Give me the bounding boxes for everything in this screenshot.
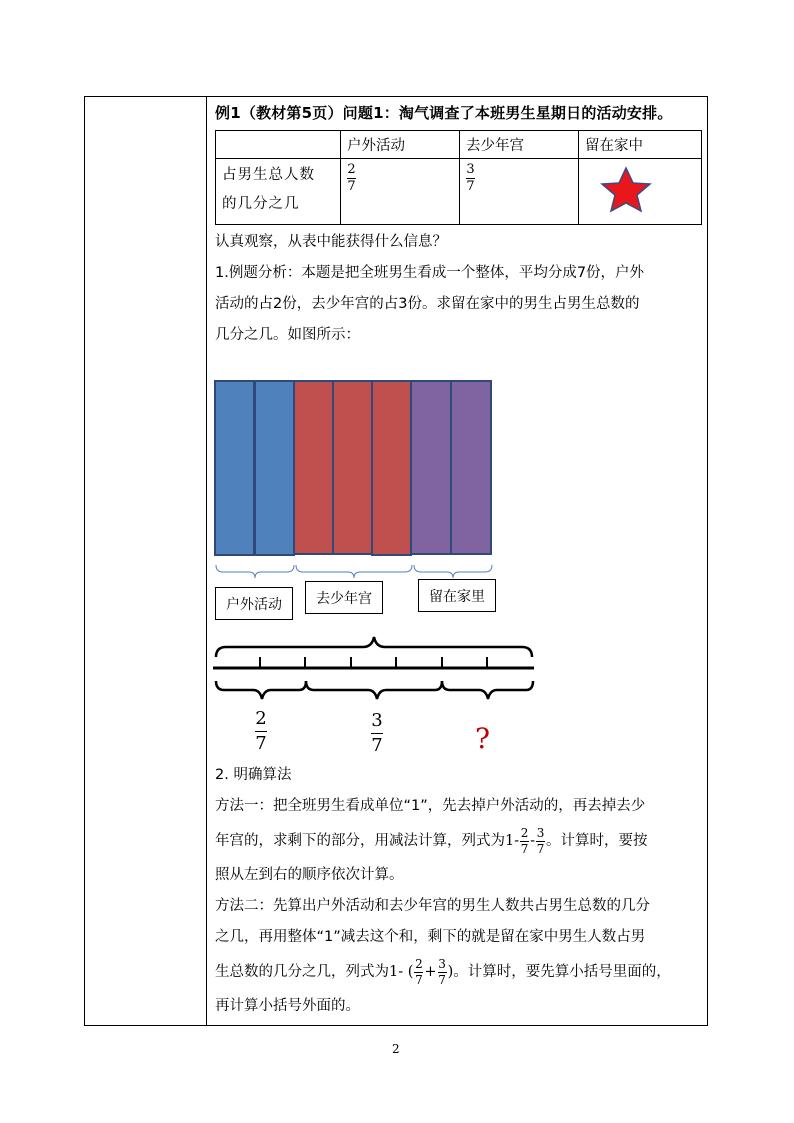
method2-line-3 <box>215 953 701 991</box>
method-heading: 2. 明确算法 <box>215 767 292 783</box>
row-label-line2: 的几分之几 <box>222 196 300 212</box>
palace-cell <box>460 159 579 225</box>
method1-line-2 <box>215 822 701 860</box>
left-column <box>85 97 207 1025</box>
table-header-home: 留在家中 <box>579 131 702 159</box>
bar-diagram <box>214 380 496 560</box>
numberline-fraction-outdoor <box>255 709 267 754</box>
numberline-fraction-palace <box>371 711 383 756</box>
method2-expr-plus: + <box>424 964 437 980</box>
bracket-outdoor <box>216 565 294 578</box>
bar-segment-home-2 <box>451 381 491 554</box>
question-mark: ? <box>475 722 491 755</box>
bracket-home <box>414 565 492 578</box>
row-label-cell <box>216 159 341 225</box>
lesson-frame <box>84 96 708 1026</box>
question-text <box>215 227 701 351</box>
outdoor-numerator: 2 <box>347 162 356 177</box>
method2-line-4: 再计算小括号外面的。 <box>215 998 360 1014</box>
nl-palace-num: 3 <box>371 710 383 731</box>
method2-line-3-text: 生总数的几分之几，列式为 <box>215 964 389 980</box>
activity-table <box>215 130 702 225</box>
method2-expr-close: ) <box>447 964 454 980</box>
brace-palace <box>306 681 442 699</box>
palace-numerator: 3 <box>466 162 475 177</box>
brace-outdoor <box>216 681 306 699</box>
nl-palace-den: 7 <box>371 735 383 756</box>
method1-frac-3-7: $\frac{3}{7}$ <box>536 825 545 856</box>
label-outdoor: 户外活动 <box>215 587 293 620</box>
method1-frac-2-7: $\frac{2}{7}$ <box>520 825 529 856</box>
analysis-line-1: 1.例题分析：本题是把全班男生看成一个整体，平均分成7份，户外 <box>215 265 645 281</box>
table-row <box>216 159 702 225</box>
method2-frac-2-7: $\frac{2}{7}$ <box>415 956 423 987</box>
palace-denominator: 7 <box>466 179 475 194</box>
nl-outdoor-den: 7 <box>255 733 267 754</box>
method1-line-2-text: 年宫的，求剩下的部分，用减法计算，列式为 <box>215 833 505 849</box>
brace-home <box>442 681 533 699</box>
problem-title: 例1（教材第5页）问题1：淘气调查了本班男生星期日的活动安排。 <box>215 104 673 122</box>
table-header-outdoor: 户外活动 <box>341 131 460 159</box>
bar-segment-outdoor-1 <box>215 381 254 555</box>
method2-expr-open: 1- ( <box>389 964 414 980</box>
method1-line-3: 照从左到右的顺序依次计算。 <box>215 867 404 883</box>
number-line-diagram <box>213 633 539 713</box>
method1-line-2-tail: 。计算时，要按 <box>546 833 648 849</box>
analysis-line-2: 活动的占2份，去少年宫的占3份。求留在家中的男生占男生总数的 <box>215 296 640 312</box>
bar-segment-palace-3 <box>372 381 411 555</box>
home-cell <box>579 159 702 225</box>
observe-question: 认真观察，从表中能获得什么信息？ <box>215 234 447 250</box>
bar-segment-home-1 <box>411 381 451 554</box>
bar-segment-outdoor-2 <box>255 381 294 555</box>
method2-line-3-tail: 。计算时，要先算小括号里面的， <box>453 964 671 980</box>
bar-segment-palace-1 <box>294 381 333 554</box>
method2-line-2: 之几，再用整体“1”减去这个和，剩下的就是留在家中男生人数占男 <box>215 929 646 945</box>
table-header-empty <box>216 131 341 159</box>
outdoor-fraction <box>347 163 356 194</box>
star-icon <box>579 159 699 220</box>
methods-section <box>215 760 701 1022</box>
page-number: 2 <box>392 1042 400 1056</box>
label-home: 留在家里 <box>418 579 496 612</box>
table-header-palace: 去少年宫 <box>460 131 579 159</box>
method1-expr-one: 1- <box>505 833 520 849</box>
bar-segment-palace-2 <box>333 381 372 554</box>
nl-outdoor-num: 2 <box>255 708 267 729</box>
row-label-line1: 占男生总人数 <box>222 167 315 183</box>
bracket-palace <box>296 565 412 578</box>
outdoor-cell <box>341 159 460 225</box>
method1-line-1: 方法一：把全班男生看成单位“1”，先去掉户外活动的，再去掉去少 <box>215 798 646 814</box>
table-header-row <box>216 131 702 159</box>
top-brace <box>216 637 532 657</box>
method1-expr-minus: - <box>530 833 536 849</box>
method2-line-1: 方法二：先算出户外活动和去少年宫的男生人数共占男生总数的几分 <box>215 898 650 914</box>
analysis-line-3: 几分之几。如图所示： <box>215 327 360 343</box>
label-palace: 去少年宫 <box>305 581 383 614</box>
palace-fraction <box>466 163 475 194</box>
method2-frac-3-7: $\frac{3}{7}$ <box>438 956 446 987</box>
outdoor-denominator: 7 <box>347 179 356 194</box>
